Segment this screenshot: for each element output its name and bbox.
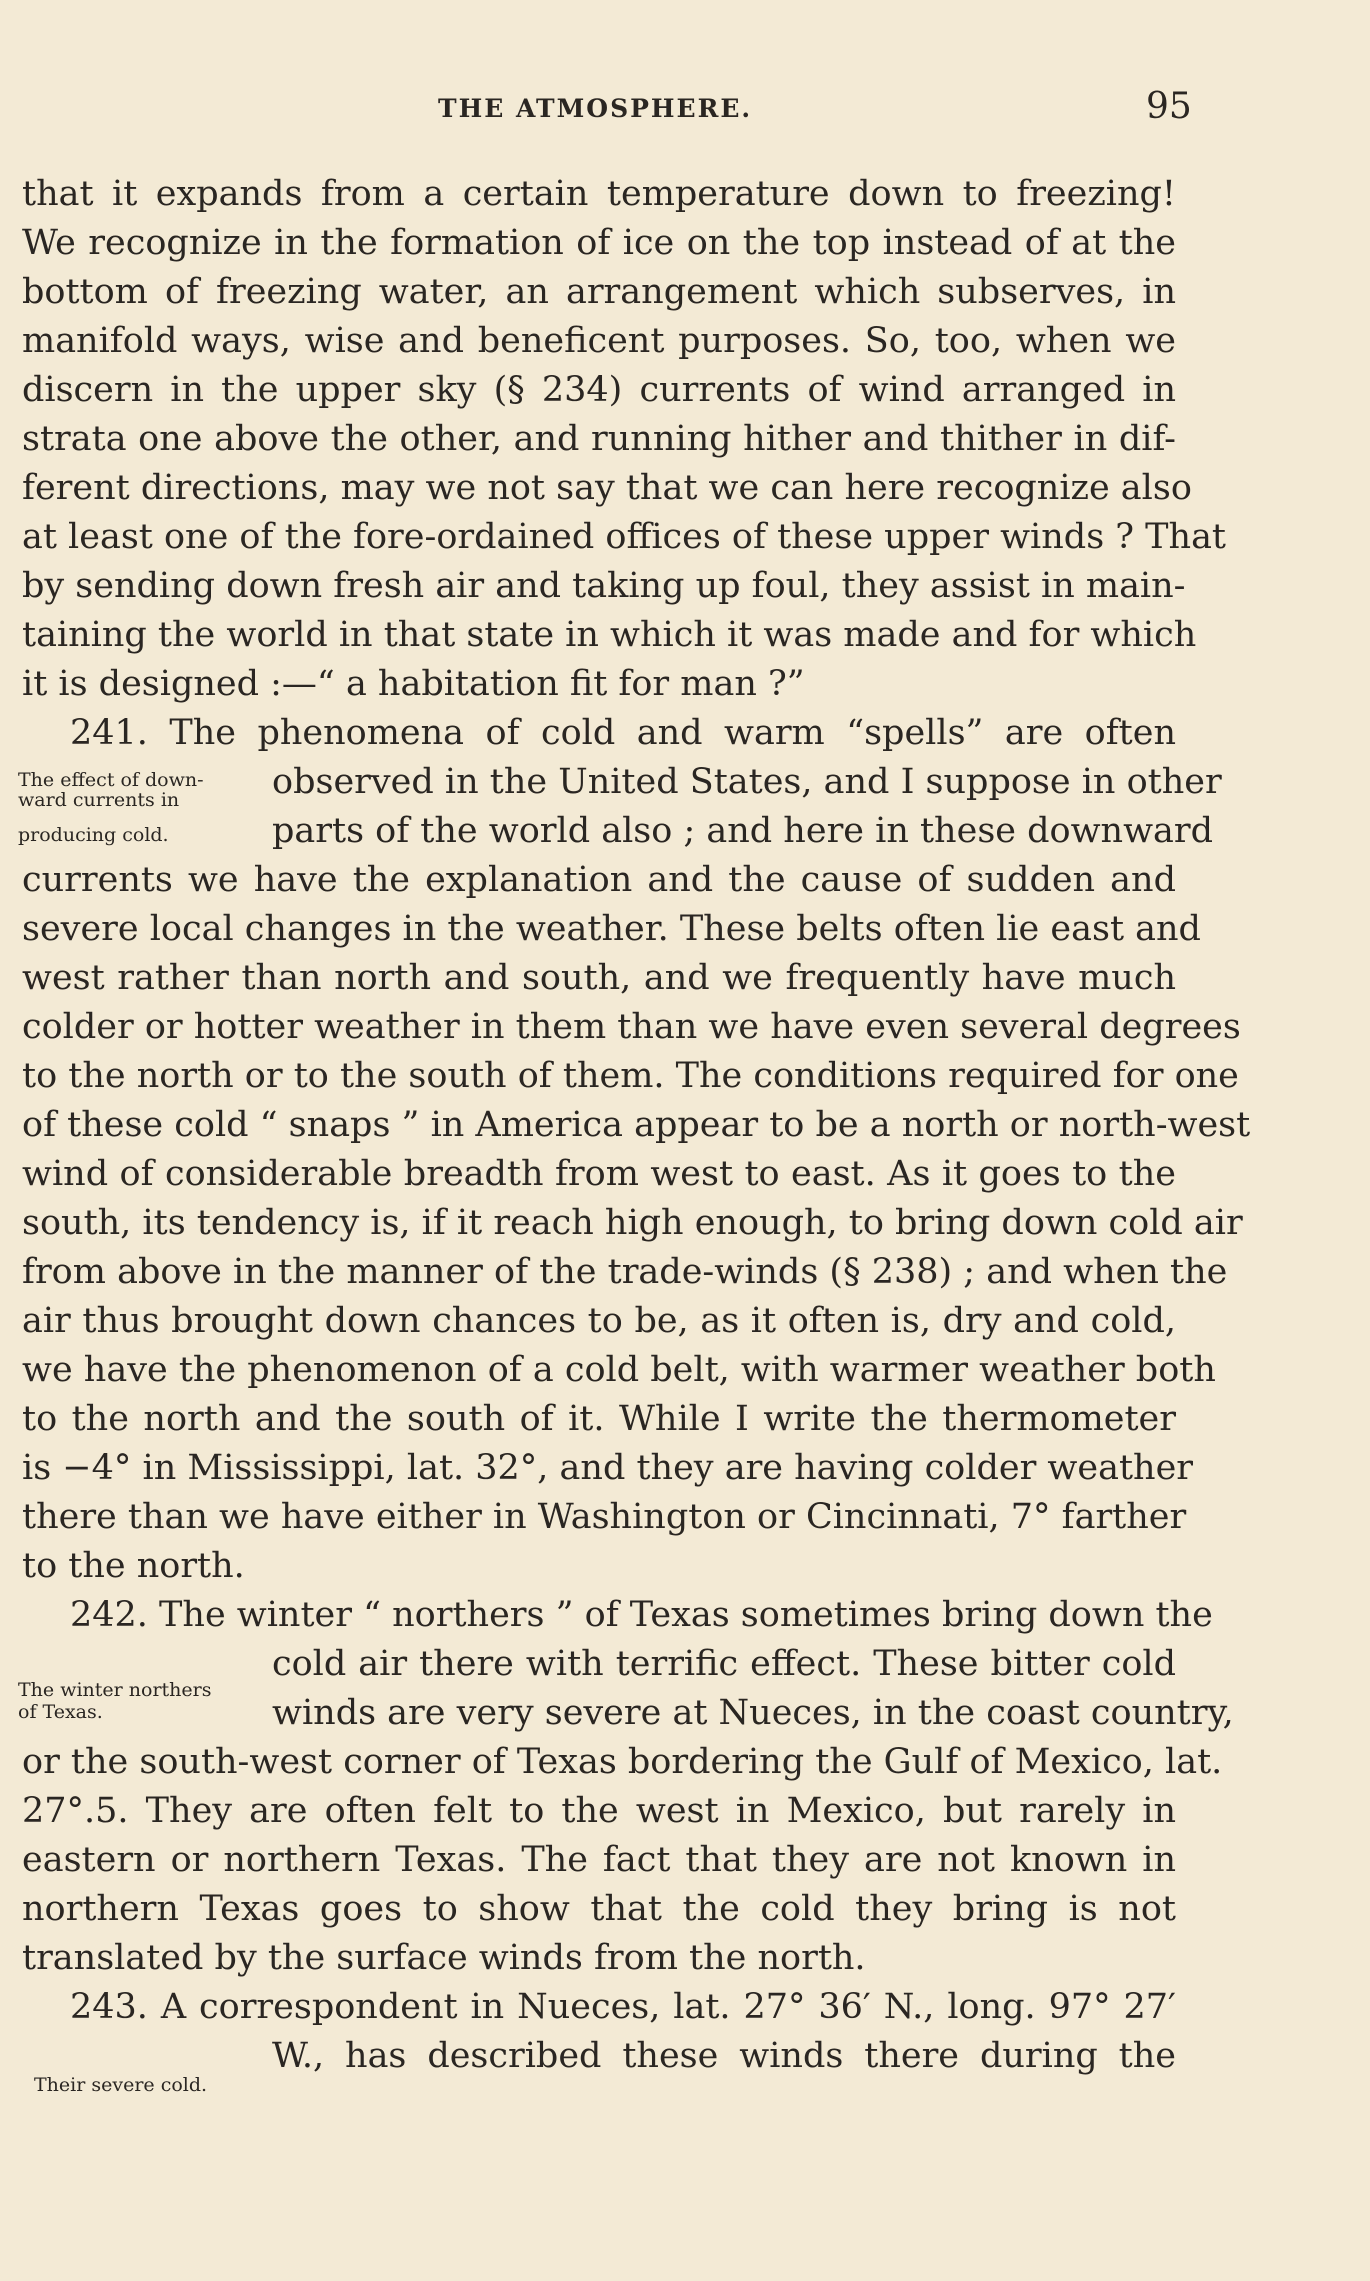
text-line: there than we have either in Washington or Cincinnati, 7° farther bbox=[22, 1497, 1187, 1537]
text-line: of these cold “ snaps ” in America appear to be a north or north-west bbox=[22, 1105, 1251, 1145]
text-line: winds are very severe at Nueces, in the coast country, bbox=[272, 1693, 1234, 1733]
text-line: manifold ways, wise and beneficent purposes. So, too, when we bbox=[22, 321, 1176, 361]
text-line: parts of the world also ; and here in these downward bbox=[272, 811, 1214, 851]
text-line: south, its tendency is, if it reach high enough, to bring down cold air bbox=[22, 1203, 1243, 1243]
text-line: northern Texas goes to show that the cold they bring is not bbox=[22, 1889, 1176, 1929]
text-line: 27°.5. They are often felt to the west in Mexico, but rarely in bbox=[22, 1791, 1176, 1831]
text-line: or the south-west corner of Texas bordering the Gulf of Mexico, lat. bbox=[22, 1742, 1223, 1782]
page-number: 95 bbox=[1146, 86, 1192, 127]
text-line: cold air there with terrific effect. These bitter cold bbox=[272, 1644, 1176, 1684]
text-line: observed in the United States, and I suppose in other bbox=[272, 762, 1222, 802]
text-line: severe local changes in the weather. These belts often lie east and bbox=[22, 909, 1201, 949]
text-line: we have the phenomenon of a cold belt, with warmer weather both bbox=[22, 1350, 1216, 1390]
running-title: THE ATMOSPHERE. bbox=[438, 94, 753, 123]
paragraph-243-start: 243. A correspondent in Nueces, lat. 27° 36′ N., long. 97° 27′ bbox=[70, 1987, 1176, 2027]
side-note-line: The effect of down- bbox=[18, 769, 204, 791]
text-line: that it expands from a certain temperature down to freezing! bbox=[22, 174, 1176, 214]
text-line: to the north or to the south of them. The conditions required for one bbox=[22, 1056, 1239, 1096]
text-line: by sending down fresh air and taking up foul, they assist in main- bbox=[22, 566, 1186, 606]
text-line: it is designed :—“ a habitation fit for man ?” bbox=[22, 664, 805, 704]
text-line: W., has described these winds there during the bbox=[272, 2036, 1176, 2076]
text-line: to the north. bbox=[22, 1546, 245, 1586]
paragraph-242-start: 242. The winter “ northers ” of Texas sometimes bring down the bbox=[70, 1595, 1213, 1635]
paragraph-241-start: 241. The phenomena of cold and warm “spells” are often bbox=[70, 713, 1176, 753]
text-line: from above in the manner of the trade-winds (§ 238) ; and when the bbox=[22, 1252, 1228, 1292]
text-line: discern in the upper sky (§ 234) currents of wind arranged in bbox=[22, 370, 1176, 410]
text-line: currents we have the explanation and the cause of sudden and bbox=[22, 860, 1176, 900]
side-note-line: producing cold. bbox=[18, 824, 169, 846]
side-note-line: Their severe cold. bbox=[34, 2074, 208, 2096]
side-note-line: The winter northers bbox=[18, 1679, 212, 1701]
text-line: strata one above the other, and running hither and thither in dif- bbox=[22, 419, 1176, 459]
side-note-line: of Texas. bbox=[18, 1701, 103, 1723]
text-line: air thus brought down chances to be, as it often is, dry and cold, bbox=[22, 1301, 1176, 1341]
text-line: translated by the surface winds from the north. bbox=[22, 1938, 866, 1978]
text-line: at least one of the fore-ordained offices of these upper winds ? That bbox=[22, 517, 1226, 557]
text-line: to the north and the south of it. While I write the thermometer bbox=[22, 1399, 1176, 1439]
text-line: wind of considerable breadth from west to east. As it goes to the bbox=[22, 1154, 1176, 1194]
text-line: We recognize in the formation of ice on the top instead of at the bbox=[22, 223, 1176, 263]
text-line: ferent directions, may we not say that we can here recognize also bbox=[22, 468, 1192, 508]
text-line: taining the world in that state in which it was made and for which bbox=[22, 615, 1197, 655]
page-header bbox=[0, 86, 1370, 136]
text-line: west rather than north and south, and we frequently have much bbox=[22, 958, 1176, 998]
side-note-line: ward currents in bbox=[18, 789, 180, 811]
text-line: is −4° in Mississippi, lat. 32°, and they are having colder weather bbox=[22, 1448, 1194, 1488]
text-line: bottom of freezing water, an arrangement which subserves, in bbox=[22, 272, 1176, 312]
text-line: eastern or northern Texas. The fact that they are not known in bbox=[22, 1840, 1176, 1880]
text-line: colder or hotter weather in them than we have even several degrees bbox=[22, 1007, 1241, 1047]
